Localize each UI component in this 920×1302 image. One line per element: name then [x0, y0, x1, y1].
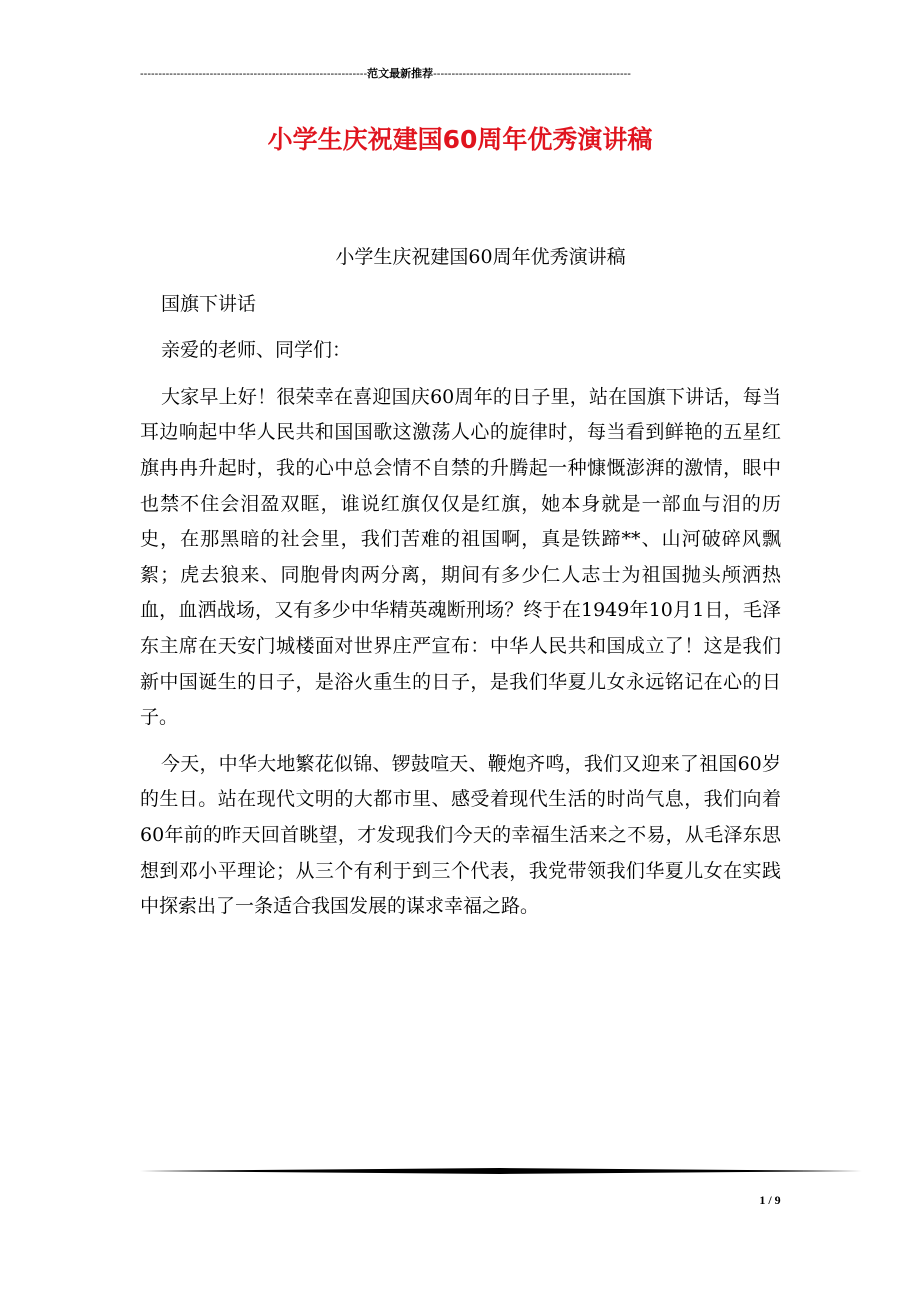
occasion-line: 国旗下讲话: [161, 292, 257, 315]
document-body: [140, 240, 781, 936]
header-dashes-right: ------------------------------------------------------: [433, 68, 631, 80]
document-title: 小学生庆祝建国60周年优秀演讲稿: [267, 125, 653, 154]
document-subtitle: 小学生庆祝建国60周年优秀演讲稿: [335, 246, 626, 268]
header-label: 范文最新推荐: [367, 68, 434, 80]
page-number: 1 / 9: [759, 1193, 781, 1207]
footer-rule: [140, 1168, 862, 1174]
greeting-line: 亲爱的老师、同学们：: [161, 339, 352, 362]
page-header: [140, 66, 780, 82]
body-paragraph-1: 大家早上好！很荣幸在喜迎国庆60周年的日子里，站在国旗下讲话，每当耳边响起中华人民共和国国歌这激荡人心的旋律时，每当看到鲜艳的五星红旗冉冉升起时，我的心中总会情不自禁的升腾起一种慷慨澎湃的激情，眼中也禁不住会泪盈双眶，谁说红旗仅仅是红旗，她本身就是一部血与泪的历史，在那黑暗的社会里，我们苦难的祖国啊，真是铁蹄**、山河破碎风飘絮；虎去狼来、同胞骨肉两分离，期间有多少仁人志士为祖国抛头颅洒热血，血洒战场，又有多少中华精英魂断刑场？终于在1949年10月1日，毛泽东主席在天安门城楼面对世界庄严宣布：中华人民共和国成立了！这是我们新中国诞生的日子，是浴火重生的日子，是我们华夏儿女永远铭记在心的日子。: [140, 385, 781, 729]
body-paragraph-2: 今天，中华大地繁花似锦、锣鼓喧天、鞭炮齐鸣，我们又迎来了祖国60岁的生日。站在现代文明的大都市里、感受着现代生活的时尚气息，我们向着60年前的昨天回首眺望，才发现我们今天的幸福生活来之不易，从毛泽东思想到邓小平理论；从三个有利于到三个代表，我党带领我们华夏儿女在实践中探索出了一条适合我国发展的谋求幸福之路。: [140, 752, 781, 918]
header-dashes-left: --------------------------------------------------------------: [140, 68, 368, 80]
